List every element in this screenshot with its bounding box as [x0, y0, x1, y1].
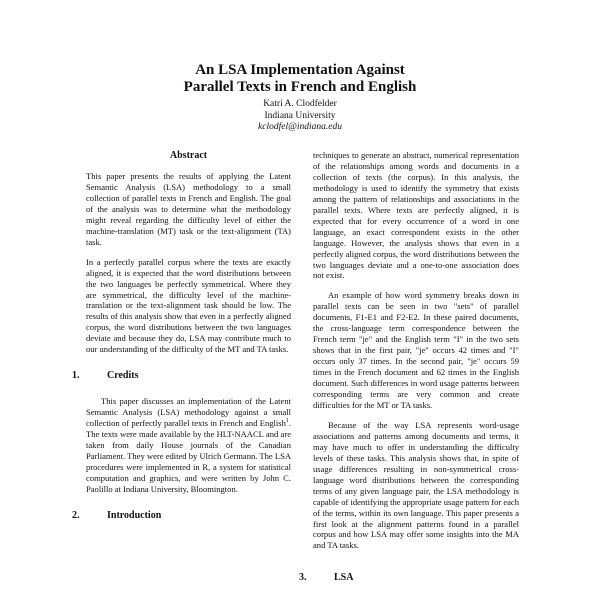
author-block [0, 99, 600, 134]
introduction-paragraph-2: An example of how word symmetry breaks down in parallel texts can be seen in two "sets" of parallel documents, F1-E1 and F2-E2. In these paired documents, the cross-language term correspondence between the French term "je" and the English term "I" in the two sets shows that in the first pair, "je" occurs 42 times and "I" occurs only 37 times. In the second pair, "je" occurs 59 times in the French document and 62 times in the English document. Such differences in word usage patterns between corresponding terms are very common and create difficulties for the MT or TA tasks. [313, 290, 519, 410]
left-column [72, 150, 291, 522]
introduction-paragraph-3: Because of the way LSA represents word-usage associations and patterns among documents and terms, it may have much to offer in understanding the difficulty levels of these tasks. This analysis shows that, in spite of usage differences resulting in non-symmetrical cross-language word distributions between the corresponding terms of any given language pair, the LSA methodology is capable of identifying the appropriate usage pattern for each of the terms, within its own language. This paper presents a first look at the alignment patterns found in a parallel corpus and how LSA may offer some insights into the MA and TA tasks. [313, 419, 519, 551]
credits-paragraph [86, 396, 291, 495]
section-heading-lsa [299, 572, 519, 584]
section-heading-credits [72, 370, 291, 382]
author-email: kclodfel@indiana.edu [258, 122, 342, 132]
right-column [299, 150, 519, 584]
section-number: 3. [299, 572, 307, 584]
abstract-paragraph-2: In a perfectly parallel corpus where the texts are exactly aligned, it is expected that the word distributions between the two languages be perfectly symmetrical. Where they are symmetrical, the difficulty level of the machine-translation or the text-alignment task should be low. The results of this analysis show that even in a perfectly aligned corpus, the word distributions between the two languages deviate and because they do, LSA may contribute much to our understanding of the difficulty of the MT and TA tasks. [86, 256, 291, 355]
credits-text-before: This paper discusses an implementation of the Latent Semantic Analysis (LSA) methodology against a small collection of perfectly parallel texts in French and English [86, 396, 291, 429]
section-heading-introduction [72, 510, 291, 522]
author-name: Katri A. Clodfelder [263, 99, 337, 109]
abstract-heading: Abstract [169, 150, 208, 161]
abstract-paragraph-1: This paper presents the results of applying the Latent Semantic Analysis (LSA) methodology to a small collection of parallel texts in French and English. The goal of the analysis was to determine what the methodology might reveal regarding the difficulty level of either the machine-translation (MT) task or the text-alignment (TA) task. [86, 171, 291, 247]
introduction-paragraph-1: techniques to generate an abstract, numerical representation of the relationships among words and documents in a collection of texts (the corpus). In this analysis, the methodology is used to identify the symmetry that exists among the pattern of relationships and associations in the parallel texts. Where texts are perfectly aligned, it is expected that for every occurrence of a word in one language, an exact correspondent exists in the other language. However, the analysis shows that even in a perfectly aligned corpus, the word distributions between the two languages deviate and a one-to-one association does not exist. [313, 150, 519, 281]
title-line-2: Parallel Texts in French and English [183, 79, 417, 95]
author-affiliation: Indiana University [264, 110, 336, 121]
section-number: 1. [72, 370, 80, 382]
section-title: Credits [107, 370, 139, 382]
section-title: Introduction [107, 509, 162, 521]
title-line-1: An LSA Implementation Against [195, 62, 405, 78]
section-number: 2. [72, 509, 80, 521]
credits-text-after: . The texts were made available by the HLT-NAACL and are taken from daily House journals of the Canadian Parliament. They were edited by Ulrich Germann. The LSA procedures were implemented in R, a system for statistical computation and graphics, and were written by John C. Paolillo at Indiana University, Bloomington. [86, 418, 291, 494]
paper-title [0, 62, 600, 96]
section-title: LSA [334, 572, 354, 584]
footnote-marker: 1 [285, 418, 289, 425]
